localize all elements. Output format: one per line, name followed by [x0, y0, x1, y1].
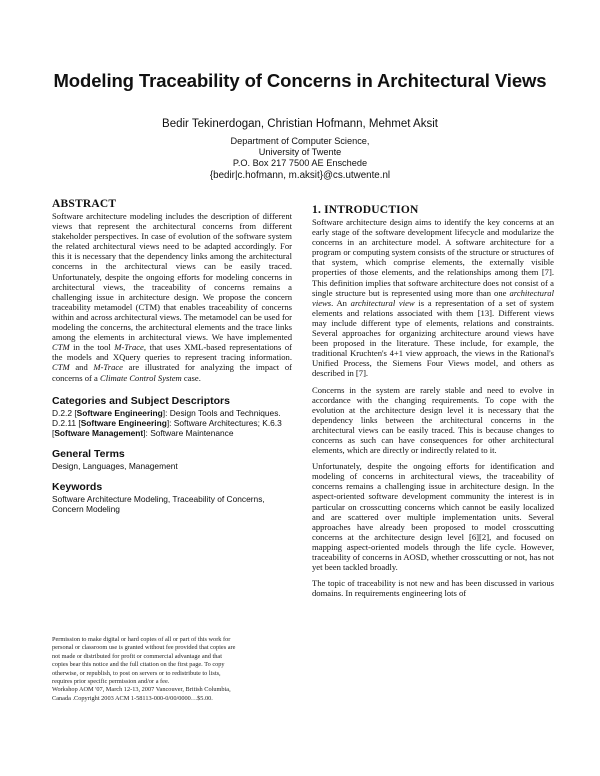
permission-line: personal or classroom use is granted without fee provided that copies are — [52, 644, 236, 652]
keywords-text: Software Architecture Modeling, Traceability of Concerns, Concern Modeling — [52, 493, 265, 514]
intro-text-part: Software architecture design aims to identify the key concerns at an early stage of the software development lifecycle and modularize the concerns in an architecture model. A software architecture for a program or computing system consists of the structure or structures of that system, which comprise elements, the externally visible properties of those elements, and the relationships among them [7]. This definition implies that software architecture does not consist of a single structure but is represented using more than one — [312, 217, 554, 298]
right-column — [312, 204, 554, 598]
paper-title: Modeling Traceability of Concerns in Architectural Views — [53, 70, 547, 91]
categories-part: D.2.2 [ — [52, 407, 77, 418]
intro-paragraph: Unfortunately, despite the ongoing efforts for identification and modeling of concerns in architectural views, the traceability of concerns remains a challenging issue in architecture design. In the aspect-oriented software development community the interest is in particular on crosscutting concerns which cannot be easily localized and are scattered over multiple implementation units. Several approaches have already been proposed to model crosscutting concerns at the architecture design level [6][2], and focused on mapping aspect-oriented models through the life cycle. However, traceability of concerns in AOSD, whether crosscutting or not, has not yet been tackled broadly. — [312, 461, 554, 573]
affiliation-line: P.O. Box 217 7500 AE Enschede — [232, 158, 368, 168]
affiliation-line: University of Twente — [258, 147, 342, 157]
keywords-heading: Keywords — [52, 480, 103, 493]
category-bold: Software Management — [54, 427, 144, 438]
abstract-text — [52, 211, 292, 383]
categories-part: ]: Design Tools and Techniques. D.2.11 [ — [52, 407, 281, 428]
categories-part: ]: Software Maintenance — [143, 427, 234, 438]
abstract-heading: ABSTRACT — [52, 198, 117, 210]
abstract-text-part: are illustrated for analyzing the impact of concerns of a — [52, 362, 292, 383]
case-term: Climate Control System — [99, 372, 182, 383]
permission-line: otherwise, or republish, to post on servers or to redistribute to lists, — [52, 669, 221, 677]
permission-notice — [52, 636, 292, 703]
categories-heading: Categories and Subject Descriptors — [52, 394, 230, 407]
general-terms-heading: General Terms — [52, 447, 125, 460]
categories-part: ]: Software Architectures; K.6.3 [ — [52, 417, 282, 438]
abstract-text-part: and — [69, 362, 94, 373]
mtrace-term: M-Trace — [114, 342, 144, 353]
permission-line: Canada .Copyright 2003 ACM 1-58113-000-0/00/0000…$5.00. — [52, 694, 213, 702]
author-list: Bedir Tekinerdogan, Christian Hofmann, Mehmet Aksit — [162, 118, 438, 130]
intro-text-part: . An — [331, 297, 351, 308]
permission-line: Workshop AOM '07, March 12-13, 2007 Vancouver, British Columbia, — [52, 686, 231, 694]
categories-text — [52, 408, 292, 438]
intro-paragraph: Concerns in the system are rarely stable and need to evolve in accordance with the changing requirements. To cope with the evolution at the architecture design level it is necessary that the dependency links between the architectural concerns in the architectural views can be easily traced. This is because changes to concerns as such can have consequences for other architectural elements, which are directly or indirectly related to it. — [312, 384, 554, 456]
architectural-views-term: architectural views — [312, 287, 554, 308]
permission-line: copies bear this notice and the full citation on the first page. To copy — [52, 661, 225, 669]
abstract-text-part: case. — [181, 372, 201, 383]
permission-line: requires prior specific permission and/or a fee. — [52, 678, 170, 686]
abstract-text-part: , that uses XML-based representations of the models and XQuery queries to represent tracing information. — [52, 342, 292, 363]
author-emails: {bedir|c.hofmann, m.aksit}@cs.utwente.nl — [209, 170, 391, 181]
left-column — [52, 198, 292, 514]
affiliation — [40, 136, 560, 169]
intro-text-part: is a representation of a set of system elements and relations associated with them [13]. Different views may include different type of elements, relations and constraints. Several approaches for organizing architecture around views have been proposed in the literature. These include, for example, the traditional Kruchten's 4+1 view approach, the views in the Rational's Unified Process, the Siemens Four Views model, and others as described in [7]. — [312, 297, 554, 379]
permission-line: Permission to make digital or hard copies of all or part of this work for — [52, 636, 231, 643]
affiliation-line: Department of Computer Science, — [230, 136, 370, 146]
intro-paragraph — [312, 217, 554, 379]
architectural-view-term: architectural view — [350, 297, 415, 308]
permission-line: not made or distributed for profit or commercial advantage and that — [52, 652, 222, 660]
general-terms-text: Design, Languages, Management — [52, 460, 178, 471]
ctm-term: CTM — [52, 362, 70, 373]
mtrace-term: M-Trace — [93, 362, 124, 373]
abstract-text-part: in the tool — [69, 342, 115, 353]
category-bold: Software Engineering — [80, 417, 167, 428]
introduction-heading: 1. INTRODUCTION — [312, 204, 419, 216]
category-bold: Software Engineering — [76, 407, 163, 418]
ctm-term: CTM — [52, 342, 70, 353]
intro-paragraph: The topic of traceability is not new and has been discussed in various domains. In requirements engineering lots of — [312, 578, 554, 599]
abstract-text-part: Software architecture modeling includes the description of different views that represent the architectural concerns from different stakeholder perspectives. In case of evolution of the software system the related architectural views need to be adapted accordingly. For this it is necessary that the dependency links among the architectural concerns in the architectural views can be easily traced. Unfortunately, despite the ongoing efforts for modeling concerns in architectural views, the traceability of concerns remains a challenging issue in architecture design. We propose the concern traceability metamodel (CTM) that enables traceability of concerns within and across architectural views. The metamodel can be used for modeling the concerns, the architectural elements and the trace links among the elements in architectural views. We have implemented — [52, 211, 292, 343]
